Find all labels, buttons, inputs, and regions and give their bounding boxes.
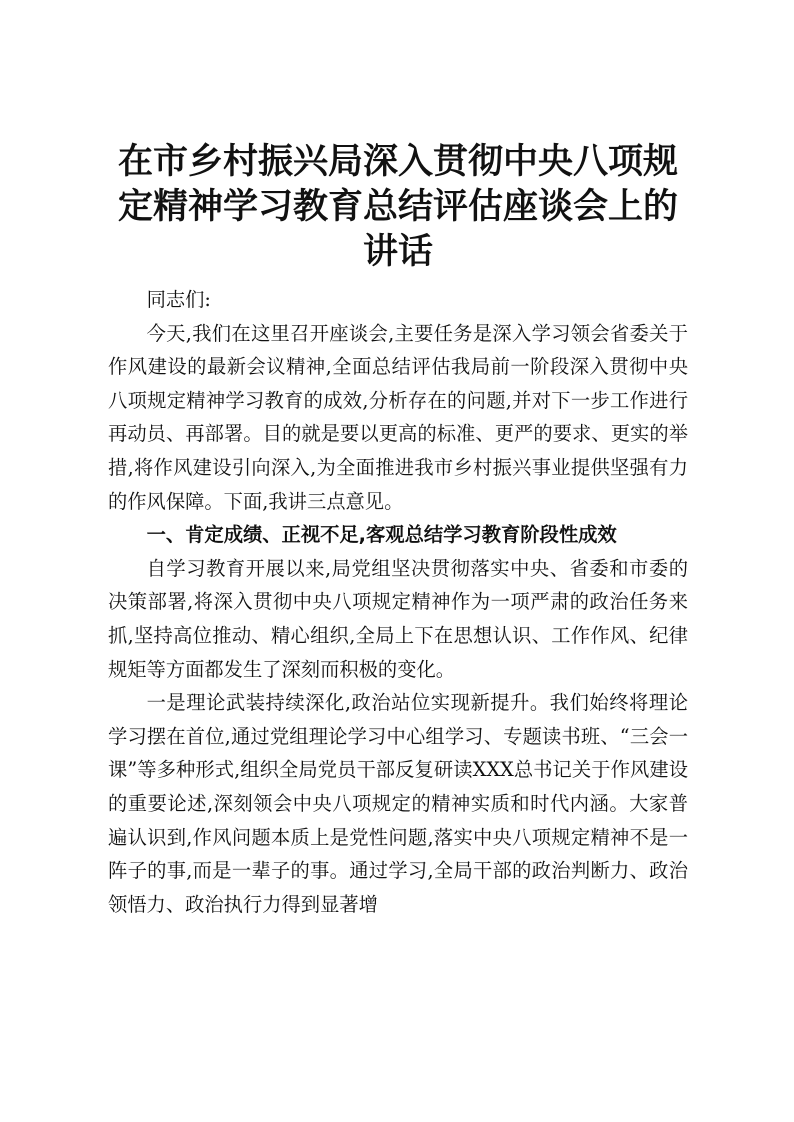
section-heading-1: 一、肯定成绩、正视不足,客观总结学习教育阶段性成效 [146, 523, 617, 547]
section-1-paragraph: 一是理论武装持续深化,政治站位实现新提升。我们始终将理论学习摆在首位,通过党组理论学习中心组学习、专题读书班、“三会一课”等多种形式,组织全局党员干部反复研读XXX总书记关于作风建设的重要论述,深刻领会中央八项规定的精神实质和时代内涵。大家普遍认识到,作风问题本质上是党性问题,落实中央八项规定精神不是一阵子的事,而是一辈子的事。通过学习,全局干部的政治判断力、政治领悟力、政治执行力得到显著增 [108, 691, 688, 916]
document-page [108, 140, 688, 921]
intro-paragraph: 今天,我们在这里召开座谈会,主要任务是深入学习领会省委关于作风建设的最新会议精神,全面总结评估我局前一阶段深入贯彻中央八项规定精神学习教育的成效,分析存在的问题,并对下一步工作进行再动员、再部署。目的就是要以更高的标准、更严的要求、更实的举措,将作风建设引向深入,为全面推进我市乡村振兴事业提供坚强有力的作风保障。下面,我讲三点意见。 [108, 321, 688, 513]
salutation: 同志们: [146, 288, 211, 311]
document-title: 在市乡村振兴局深入贯彻中央八项规定精神学习教育总结评估座谈会上的讲话 [117, 142, 678, 272]
section-1-paragraph: 自学习教育开展以来,局党组坚决贯彻落实中央、省委和市委的决策部署,将深入贯彻中央八项规定精神作为一项严肃的政治任务来抓,坚持高位推动、精心组织,全局上下在思想认识、工作作风、纪律规矩等方面都发生了深刻而积极的变化。 [108, 556, 688, 681]
